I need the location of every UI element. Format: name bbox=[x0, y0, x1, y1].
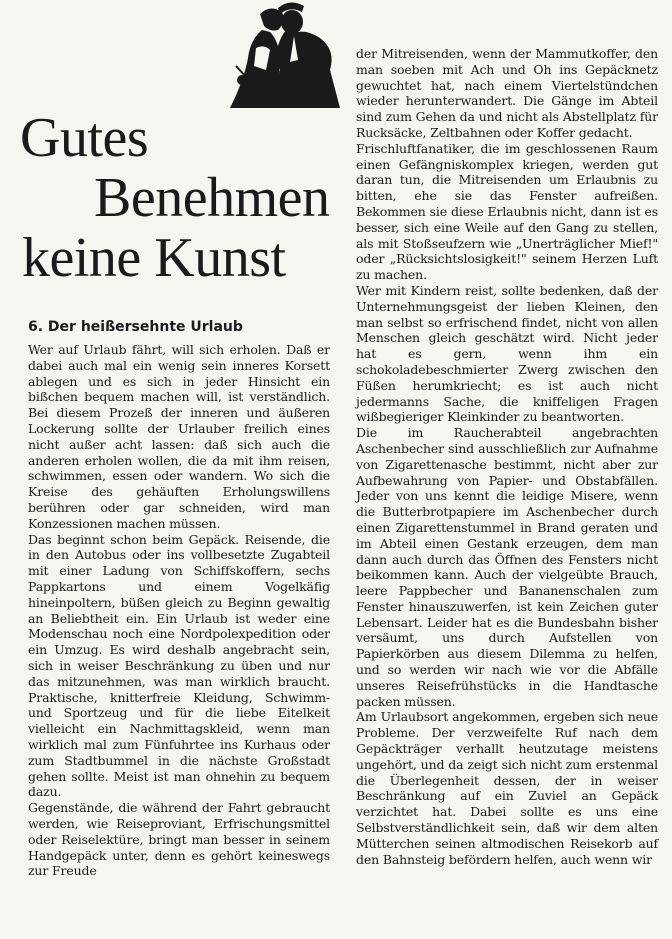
paragraph: Frischluftfanatiker, die im geschlossenen Raum einen Gefängniskomplex kriegen, werden gut daran tun, die Mitreisenden um Erlaubnis zu bitten, ehe sie das Fenster aufreißen. Bekommen sie diese Erlaubnis nicht, dann ist es besser, sich eine Weile auf den Gang zu stellen, als mit Stoßseufzern wie „Unerträglicher Mief!" oder „Rücksichtslosigkeit!" seinem Herzen Luft zu machen. bbox=[356, 140, 658, 283]
left-column bbox=[28, 342, 330, 879]
paragraph: Wer auf Urlaub fährt, will sich erholen. Daß er dabei auch mal ein wenig sein inneres Korsett ablegen und es sich in jeder Hinsicht ein bißchen bequem machen will, ist verständlich. Bei diesem Prozeß der inneren und äußeren Lockerung sollte der Urlauber freilich eines nicht außer acht lassen: daß sich auch die anderen erholen wollen, die da mit ihm reisen, schwimmen, essen oder wandern. Wo sich die Kreise des gehäuften Erholungswillens berühren oder gar schneiden, wird man Konzessionen machen müssen. bbox=[28, 342, 330, 531]
title-line-3: keine Kunst bbox=[22, 227, 286, 289]
couple-illustration bbox=[190, 0, 340, 108]
section-heading: 6. Der heißersehnte Urlaub bbox=[28, 319, 243, 335]
paragraph: Das beginnt schon beim Gepäck. Reisende, die in den Autobus oder ins vollbesetzte Zugabteil mit einer Ladung von Schiffskoffern, sechs Pappkartons und einem Vogelkäfig hineinpoltern, büßen gleich zu Beginn gewaltig an Beliebtheit ein. Ein Urlaub ist weder eine Modenschau noch eine Nordpolexpedition oder ein Umzug. Es wird deshalb angebracht sein, sich in weiser Beschränkung zu üben und nur das mitzunehmen, was man wirklich braucht. Praktische, knitterfreie Kleidung, Schwimm- und Sportzeug und für die liebe Eitelkeit vielleicht ein Nachmittagskleid, wenn man wirklich mal zum Fünfuhrtee ins Kurhaus oder zum Stadtbummel in die nächste Großstadt gehen sollte. Meist ist man ohnehin zu bequem dazu. bbox=[28, 531, 330, 800]
right-column bbox=[356, 46, 658, 867]
article-title bbox=[18, 108, 338, 288]
title-line-2: Benehmen bbox=[94, 167, 330, 229]
paragraph: Gegenstände, die während der Fahrt gebraucht werden, wie Reiseproviant, Erfrischungsmittel oder Reiselektüre, bringt man besser in seinem Handgepäck unter, denn es gehört keineswegs zur Freude bbox=[28, 800, 330, 879]
paragraph: der Mitreisenden, wenn der Mammutkoffer, den man soeben mit Ach und Oh ins Gepäcknetz gewuchtet hat, nach einem Viertelstündchen wieder herunterwandert. Die Gänge im Abteil sind zum Gehen da und nicht als Abstellplatz für Rucksäcke, Zeltbahnen oder Koffer gedacht. bbox=[356, 46, 658, 140]
paragraph: Am Urlaubsort angekommen, ergeben sich neue Probleme. Der verzweifelte Ruf nach dem Gepäckträger verhallt heutzutage meistens ungehört, und da zeigt sich nicht zum erstenmal die Überlegenheit dessen, der in weiser Beschränkung auf ein Zuviel an Gepäck verzichtet hat. Dabei sollte es uns eine Selbstverständlichkeit sein, daß wir dem alten Mütterchen seinen altmodischen Reisekorb auf den Bahnsteig befördern helfen, auch wenn wir bbox=[356, 709, 658, 867]
paragraph: Die im Raucherabteil angebrachten Aschenbecher sind ausschließlich zur Aufnahme von Zigarettenasche bestimmt, nicht aber zur Aufbewahrung von Papier- und Obstabfällen. Jeder von uns kennt die leidige Misere, wenn die Butterbrotpapiere im Aschenbecher durch einen Zigarettenstummel in Brand geraten und im Abteil einen Gestank erzeugen, dem man dann auch durch das Öffnen des Fensters nicht beikommen kann. Auch der vielgeübte Brauch, leere Pappbecher und Bananenschalen zum Fenster hinauszuwerfen, ist kein Zeichen guter Lebensart. Leider hat es die Bundesbahn bisher versäumt, uns durch Aufstellen von Papierkörben aus diesem Dilemma zu helfen, und so werden wir nach wie vor die Abfälle unseres Reisefrühstücks in die Handtasche packen müssen. bbox=[356, 425, 658, 709]
title-line-1: Gutes bbox=[20, 107, 149, 169]
paragraph: Wer mit Kindern reist, sollte bedenken, daß der Unternehmungsgeist der lieben Kleinen, den man selbst so erfrischend findet, nicht von allen Menschen gleich geschätzt wird. Nicht jeder hat es gern, wenn ihm ein schokoladebeschmierter Zwerg zwischen den Füßen herumkriecht; es ist auch nicht jedermanns Sache, die kniffeligen Fragen wißbegieriger Kleinkinder zu beantworten. bbox=[356, 282, 658, 425]
